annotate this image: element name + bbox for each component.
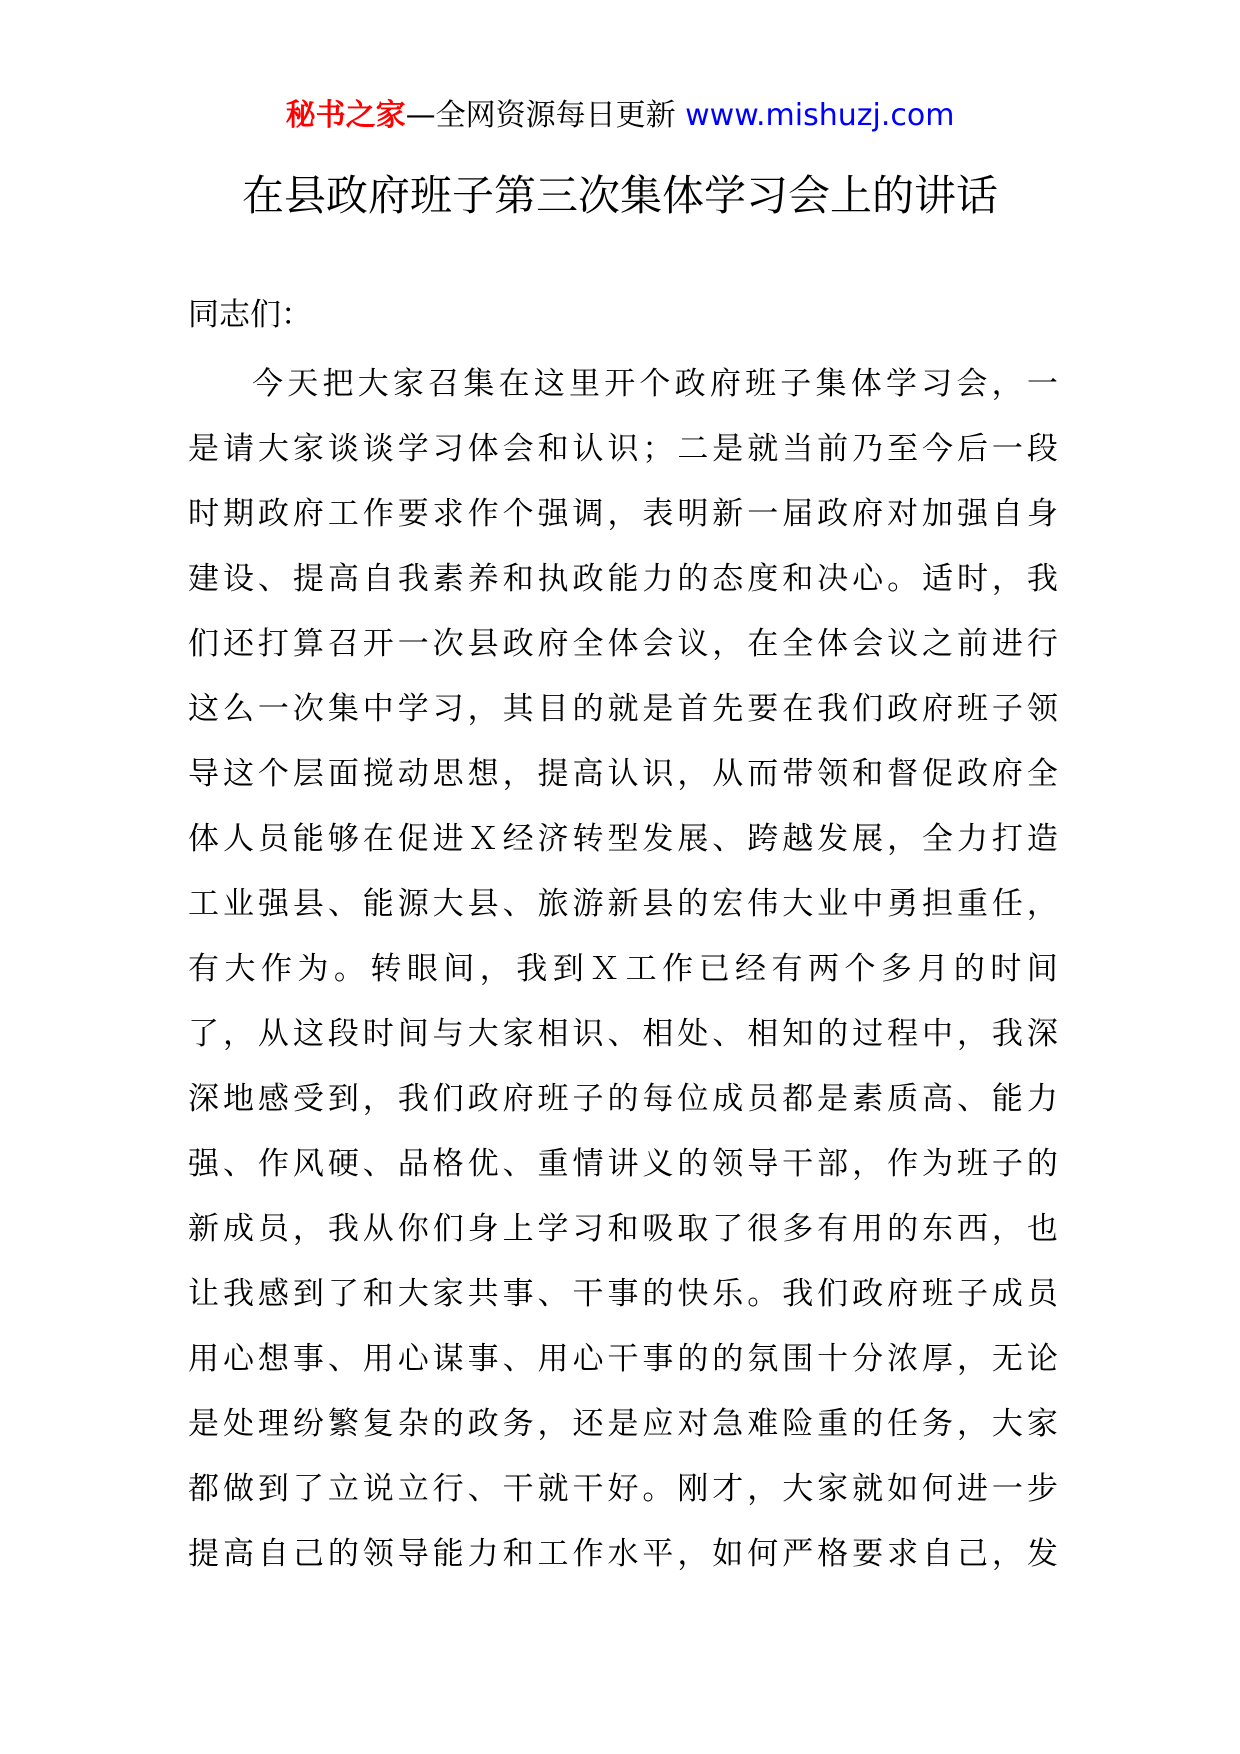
site-header (0, 96, 1240, 136)
text-line: 深 地 感 受 到 ， 我 们 政 府 班 子 的 每 位 成 员 都 是 素 质 高 、 能 力 (188, 1081, 1058, 1117)
text-line: 这 么 一 次 集 中 学 习 ， 其 目 的 就 是 首 先 要 在 我 们 政 府 班 子 领 (188, 691, 1058, 727)
body-paragraph (188, 352, 1058, 1587)
text-line: 是 处 理 纷 繁 复 杂 的 政 务 ， 还 是 应 对 急 难 险 重 的 任 务 ， 大 家 (188, 1406, 1058, 1442)
salutation: 同志们： (188, 297, 312, 333)
text-line: 用 心 想 事 、 用 心 谋 事 、 用 心 干 事 的 的 氛 围 十 分 浓 厚 ， 无 论 (188, 1341, 1058, 1377)
text-line: 了 ， 从 这 段 时 间 与 大 家 相 识 、 相 处 、 相 知 的 过 程 中 ， 我 深 (188, 1016, 1058, 1052)
text-line: 都 做 到 了 立 说 立 行 、 干 就 干 好 。 刚 才 ， 大 家 就 如 何 进 一 步 (188, 1471, 1058, 1507)
site-slogan: —全网资源每日更新 (405, 98, 676, 133)
site-url-link[interactable]: www.mishuzj.com (685, 98, 955, 133)
text-line: 新 成 员 ， 我 从 你 们 身 上 学 习 和 吸 取 了 很 多 有 用 的 东 西 ， 也 (188, 1211, 1058, 1247)
text-line: 们 还 打 算 召 开 一 次 县 政 府 全 体 会 议 ， 在 全 体 会 议 之 前 进 行 (188, 626, 1058, 662)
document-title: 在县政府班子第三次集体学习会上的讲话 (241, 171, 998, 220)
text-line: 让 我 感 到 了 和 大 家 共 事 、 干 事 的 快 乐 。 我 们 政 府 班 子 成 员 (188, 1276, 1058, 1312)
brand-name: 秘书之家 (285, 98, 406, 133)
text-line: 导 这 个 层 面 搅 动 思 想 ， 提 高 认 识 ， 从 而 带 领 和 督 促 政 府 全 (188, 756, 1058, 792)
text-line: 建 设 、 提 高 自 我 素 养 和 执 政 能 力 的 态 度 和 决 心 。 适 时 ， 我 (188, 561, 1058, 597)
text-line: 有 大 作 为 。 转 眼 间 ， 我 到 Ｘ 工 作 已 经 有 两 个 多 月 的 时 间 (188, 951, 1058, 987)
text-line: 强 、 作 风 硬 、 品 格 优 、 重 情 讲 义 的 领 导 干 部 ， 作 为 班 子 的 (188, 1146, 1058, 1182)
text-line: 体 人 员 能 够 在 促 进 Ｘ 经 济 转 型 发 展 、 跨 越 发 展 ， 全 力 打 造 (188, 821, 1058, 857)
text-line: 是 请 大 家 谈 谈 学 习 体 会 和 认 识 ； 二 是 就 当 前 乃 至 今 后 一 段 (188, 431, 1058, 467)
text-line: 提 高 自 己 的 领 导 能 力 和 工 作 水 平 ， 如 何 严 格 要 求 自 己 ， 发 (188, 1536, 1058, 1572)
text-line: 工 业 强 县 、 能 源 大 县 、 旅 游 新 县 的 宏 伟 大 业 中 勇 担 重 任 ， (188, 886, 1058, 922)
text-line: 今 天 把 大 家 召 集 在 这 里 开 个 政 府 班 子 集 体 学 习 会 ， 一 (252, 366, 1058, 402)
text-line: 时 期 政 府 工 作 要 求 作 个 强 调 ， 表 明 新 一 届 政 府 对 加 强 自 身 (188, 496, 1058, 532)
